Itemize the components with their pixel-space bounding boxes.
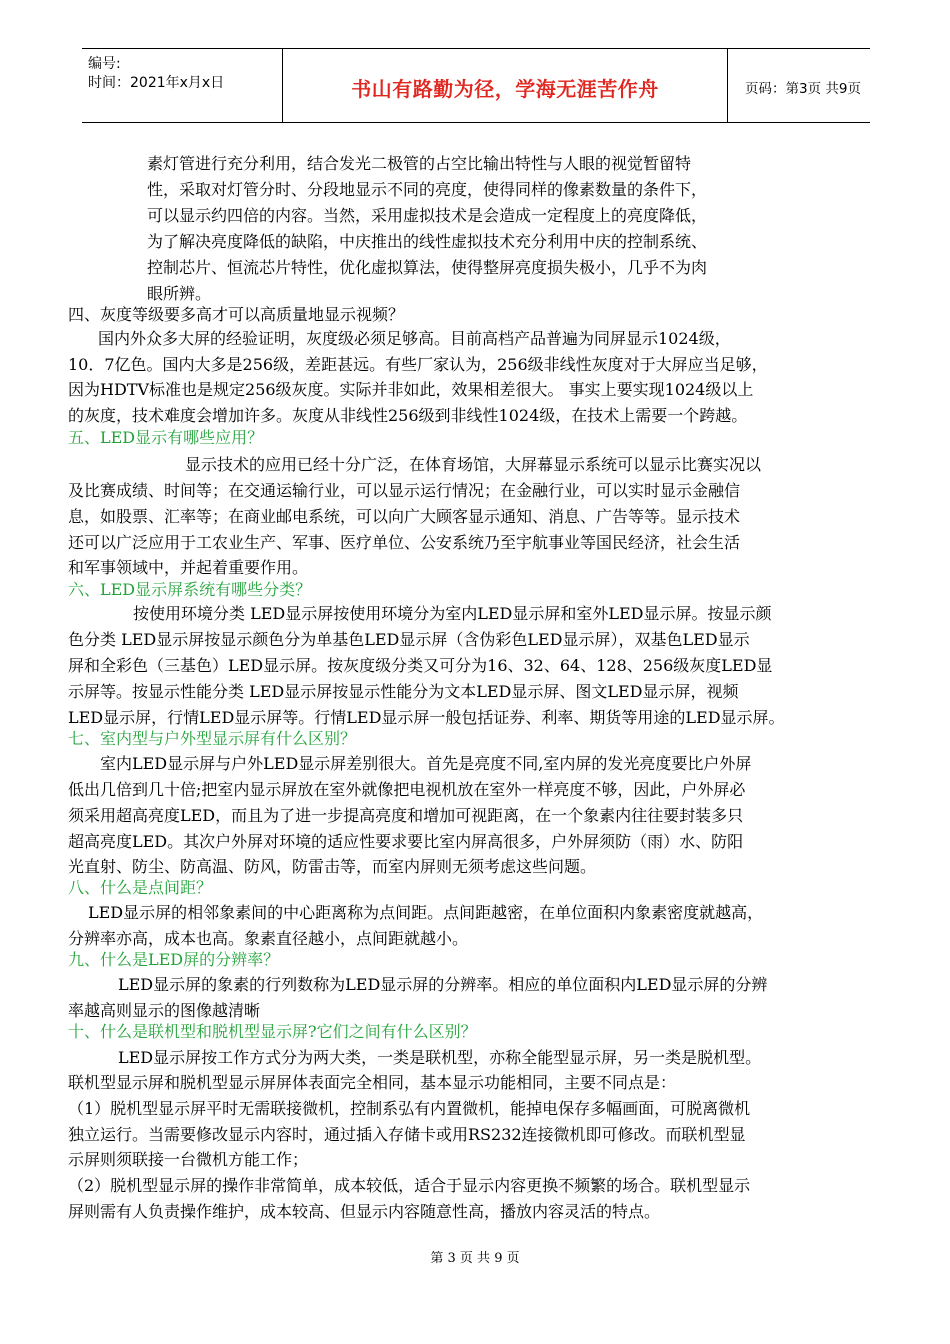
paragraph-line: 10．7亿色。国内大多是256级，差距甚远。有些厂家认为，256级非线性灰度对于大屏应当足够， [68, 355, 768, 374]
paragraph-line: 息，如股票、汇率等；在商业邮电系统，可以向广大顾客显示通知、消息、广告等等。显示技术 [68, 507, 741, 526]
paragraph-line: 低出几倍到几十倍;把室内显示屏放在室外就像把电视机放在室外一样亮度不够，因此，户外屏必 [68, 780, 746, 799]
paragraph-line: LED显示屏的象素的行列数称为LED显示屏的分辨率。相应的单位面积内LED显示屏的分辨 [118, 975, 768, 994]
section-5-heading: 五、LED显示有哪些应用？ [68, 428, 264, 447]
intro-line: 性，采取对灯管分时、分段地显示不同的亮度，使得同样的像素数量的条件下， [147, 180, 708, 199]
number-label: 编号: [88, 56, 121, 72]
paragraph-line: 示屏等。按显示性能分类 LED显示屏按显示性能分为文本LED显示屏、图文LED显示屏，视频 [68, 682, 739, 701]
paragraph-line: 还可以广泛应用于工农业生产、军事、医疗单位、公安系统乃至宇航事业等国民经济，社会生活 [68, 533, 741, 552]
paragraph-line: 色分类 LED显示屏按显示颜色分为单基色LED显示屏（含伪彩色LED显示屏），双基色LED显示 [68, 630, 750, 649]
paragraph-line: （1）脱机型显示屏平时无需联接微机，控制系弘有内置微机，能掉电保存多幅画面，可脱离微机 [68, 1099, 751, 1118]
paragraph-line: 及比赛成绩、时间等；在交通运输行业，可以显示运行情况；在金融行业，可以实时显示金融信 [68, 481, 741, 500]
paragraph-line: 室内LED显示屏与户外LED显示屏差别很大。首先是亮度不同,室内屏的发光亮度要比户外屏 [100, 754, 752, 773]
paragraph-line: LED显示屏的相邻象素间的中心距离称为点间距。点间距越密，在单位面积内象素密度就越高， [88, 903, 764, 922]
paragraph-line: 和军事领域中，并起着重要作用。 [68, 558, 309, 577]
paragraph-line: （2）脱机型显示屏的操作非常简单，成本较低，适合于显示内容更换不频繁的场合。联机型显示 [68, 1176, 751, 1195]
paragraph-line: 分辨率亦高，成本也高。象素直径越小，点间距就越小。 [68, 929, 469, 948]
date-label: 时间：2021年x月x日 [88, 75, 225, 91]
paragraph-line: 联机型显示屏和脱机型显示屏屏体表面完全相同，基本显示功能相同，主要不同点是： [68, 1073, 677, 1092]
intro-line: 可以显示约四倍的内容。当然，采用虚拟技术是会造成一定程度上的亮度降低， [147, 206, 708, 225]
paragraph-line: 显示技术的应用已经十分广泛，在体育场馆，大屏幕显示系统可以显示比赛实况以 [185, 455, 762, 474]
intro-line: 控制芯片、恒流芯片特性，优化虚拟算法，使得整屏亮度损失极小，几乎不为肉 [147, 258, 708, 277]
paragraph-line: LED显示屏按工作方式分为两大类，一类是联机型，亦称全能型显示屏，另一类是脱机型。 [118, 1048, 762, 1067]
header-motto-cell [282, 49, 728, 122]
paragraph-line: 超高亮度LED。其次户外屏对环境的适应性要求要比室内屏高很多，户外屏须防（雨）水、防阳 [68, 832, 744, 851]
paragraph-line: 示屏则须联接一台微机方能工作； [68, 1150, 309, 1169]
paragraph-line: 国内外众多大屏的经验证明，灰度级必须足够高。目前高档产品普遍为同屏显示1024级， [98, 329, 731, 348]
paragraph-line: 因为HDTV标准也是规定256级灰度。实际并非如此，效果相差很大。 事实上要实现1024级以上 [68, 380, 754, 399]
paragraph-line: 屏和全彩色（三基色）LED显示屏。按灰度级分类又可分为16、32、64、128、256级灰度LED显 [68, 656, 773, 675]
intro-line: 眼所辨。 [147, 284, 212, 303]
paragraph-line: 率越高则显示的图像越清晰 [68, 1001, 261, 1020]
section-4-heading: 四、灰度等级要多高才可以高质量地显示视频？ [68, 305, 405, 324]
paragraph-line: 独立运行。当需要修改显示内容时，通过插入存储卡或用RS232连接微机即可修改。而联机型显 [68, 1125, 746, 1144]
header-left-cell [82, 49, 282, 122]
page-footer: 第 3 页 共 9 页 [430, 1251, 520, 1266]
header-page-cell [727, 49, 870, 122]
motto-text: 书山有路勤为径，学海无涯苦作舟 [351, 77, 659, 101]
document-header [82, 48, 870, 123]
section-8-heading: 八、什么是点间距？ [68, 878, 213, 897]
section-9-heading: 九、什么是LED屏的分辨率？ [68, 950, 280, 969]
intro-line: 为了解决亮度降低的缺陷，中庆推出的线性虚拟技术充分利用中庆的控制系统、 [147, 232, 708, 251]
paragraph-line: 须采用超高亮度LED，而且为了进一步提高亮度和增加可视距离，在一个象素内往往要封装多只 [68, 806, 744, 825]
intro-line: 素灯管进行充分利用，结合发光二极管的占空比输出特性与人眼的视觉暂留特 [147, 154, 692, 173]
section-10-heading: 十、什么是联机型和脱机型显示屏?它们之间有什么区别？ [68, 1022, 477, 1041]
section-7-heading: 七、室内型与户外型显示屏有什么区别？ [68, 729, 357, 748]
paragraph-line: 按使用环境分类 LED显示屏按使用环境分为室内LED显示屏和室外LED显示屏。按显示颜 [133, 604, 772, 623]
paragraph-line: 光直射、防尘、防高温、防风，防雷击等，而室内屏则无须考虑这些问题。 [68, 857, 597, 876]
paragraph-line: 屏则需有人负责操作维护，成本较高、但显示内容随意性高，播放内容灵活的特点。 [68, 1202, 661, 1221]
section-6-heading: 六、LED显示屏系统有哪些分类？ [68, 580, 312, 599]
paragraph-line: LED显示屏，行情LED显示屏等。行情LED显示屏一般包括证券、利率、期货等用途的LED显示屏。 [68, 708, 785, 727]
page-code: 页码：第3页 共9页 [745, 81, 861, 97]
paragraph-line: 的灰度，技术难度会增加许多。灰度从非线性256级到非线性1024级，在技术上需要一个跨越。 [68, 406, 748, 425]
